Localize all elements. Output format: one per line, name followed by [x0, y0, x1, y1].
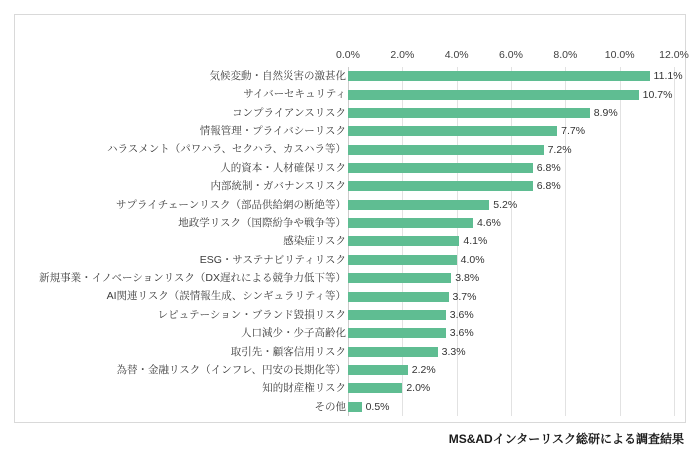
bar [348, 255, 457, 265]
category-label: 情報管理・プライバシーリスク [199, 125, 346, 138]
bar-container [348, 214, 501, 232]
bar-value-label: 2.0% [406, 382, 431, 395]
bar-container [348, 269, 479, 287]
bar-row [15, 214, 687, 232]
bar-row [15, 159, 687, 177]
bar [348, 236, 459, 246]
bar-value-label: 11.1% [653, 70, 683, 83]
category-label: 人口減少・少子高齢化 [241, 327, 346, 340]
bar [348, 108, 590, 118]
bar-value-label: 3.6% [449, 308, 474, 321]
bar-value-label: 4.1% [463, 235, 488, 248]
bar-value-label: 8.9% [593, 106, 618, 119]
bar-row [15, 122, 687, 140]
bar [348, 200, 489, 210]
bar-value-label: 10.7% [642, 88, 673, 101]
category-label: 知的財産権リスク [262, 382, 346, 395]
bar [348, 383, 402, 393]
bar-container [348, 232, 487, 250]
bar-container [348, 140, 572, 158]
bar [348, 402, 362, 412]
bar-row [15, 324, 687, 342]
bar-container [348, 85, 672, 103]
bar-value-label: 3.8% [455, 272, 480, 285]
bar-value-label: 3.7% [452, 290, 477, 303]
bar [348, 71, 650, 81]
bar-container [348, 287, 476, 305]
category-label: 取引先・顧客信用リスク [230, 345, 346, 358]
bar-row [15, 67, 687, 85]
bar-row [15, 287, 687, 305]
bar-container [348, 251, 485, 269]
bar-container [348, 104, 618, 122]
bar [348, 328, 446, 338]
bar-value-label: 7.2% [547, 143, 572, 156]
category-label: 為替・金融リスク（インフレ、円安の長期化等） [116, 363, 346, 376]
bar-container [348, 361, 436, 379]
bar-value-label: 6.8% [536, 162, 561, 174]
bar-value-label: 3.6% [449, 327, 474, 340]
bar [348, 145, 544, 155]
bar [348, 163, 533, 173]
x-tick-label: 6.0% [499, 49, 523, 61]
category-label: コンプライアンスリスク [232, 106, 346, 119]
bar-container [348, 159, 561, 177]
bar-row [15, 177, 687, 195]
bar-row [15, 361, 687, 379]
category-label: 内部統制・ガバナンスリスク [210, 180, 346, 193]
bar-container [348, 177, 561, 195]
bar-value-label: 2.2% [411, 364, 436, 377]
bar-value-label: 3.3% [441, 345, 466, 358]
bar-container [348, 324, 474, 342]
source-note: MS&ADインターリスク総研による調査結果 [448, 432, 684, 446]
category-label: 感染症リスク [283, 235, 346, 248]
bar-row [15, 104, 687, 122]
bar [348, 365, 408, 375]
bar-row [15, 343, 687, 361]
bar-container [348, 306, 474, 324]
category-label: 新規事業・イノベーションリスク（DX遅れによる競争力低下等） [39, 272, 346, 285]
x-tick-label: 0.0% [336, 49, 360, 61]
x-tick-label: 4.0% [444, 49, 469, 61]
category-label: サイバーセキュリティ [243, 88, 346, 101]
bar-container [348, 379, 430, 397]
category-label: サプライチェーンリスク（部品供給網の断絶等） [116, 198, 346, 211]
bar-row [15, 398, 687, 416]
x-tick-label: 10.0% [604, 49, 635, 61]
x-tick-label: 2.0% [390, 49, 415, 61]
bar [348, 126, 557, 136]
bar-container [348, 122, 585, 140]
bar [348, 273, 451, 283]
bar-row [15, 306, 687, 324]
bar-container [348, 398, 390, 416]
x-tick-label: 8.0% [553, 49, 578, 61]
category-label: 人的資本・人材確保リスク [220, 161, 346, 174]
bar-value-label: 5.2% [493, 198, 518, 211]
bar [348, 292, 449, 302]
bar [348, 347, 438, 357]
bar-value-label: 4.0% [460, 253, 485, 266]
bar-row [15, 140, 687, 158]
bar-container [348, 343, 466, 361]
bar-row [15, 269, 687, 287]
category-label: ESG・サステナビリティリスク [199, 253, 346, 266]
bar-value-label: 4.6% [476, 217, 501, 230]
bar-container [348, 196, 517, 214]
bar [348, 181, 533, 191]
bar-rows [15, 67, 687, 416]
category-label: ハラスメント（パワハラ、セクハラ、カスハラ等） [107, 143, 346, 156]
bar [348, 310, 446, 320]
category-label: 気候変動・自然災害の激甚化 [209, 70, 346, 82]
bar-container [348, 67, 683, 85]
bar-row [15, 251, 687, 269]
bar-row [15, 85, 687, 103]
chart-frame [14, 14, 689, 423]
bar [348, 90, 639, 100]
category-label: 地政学リスク（国際紛争や戦争等） [178, 216, 346, 229]
category-label: その他 [314, 400, 346, 413]
x-tick-label: 12.0% [659, 49, 689, 61]
bar-row [15, 196, 687, 214]
bar [348, 218, 473, 228]
bar-value-label: 0.5% [365, 400, 390, 413]
bar-value-label: 7.7% [561, 125, 586, 138]
bar-value-label: 6.8% [536, 180, 561, 193]
category-label: レピュテーション・ブランド毀損リスク [157, 308, 346, 321]
bar-row [15, 232, 687, 250]
category-label: AI関連リスク（誤情報生成、シンギュラリティ等） [106, 290, 346, 303]
bar-row [15, 379, 687, 397]
